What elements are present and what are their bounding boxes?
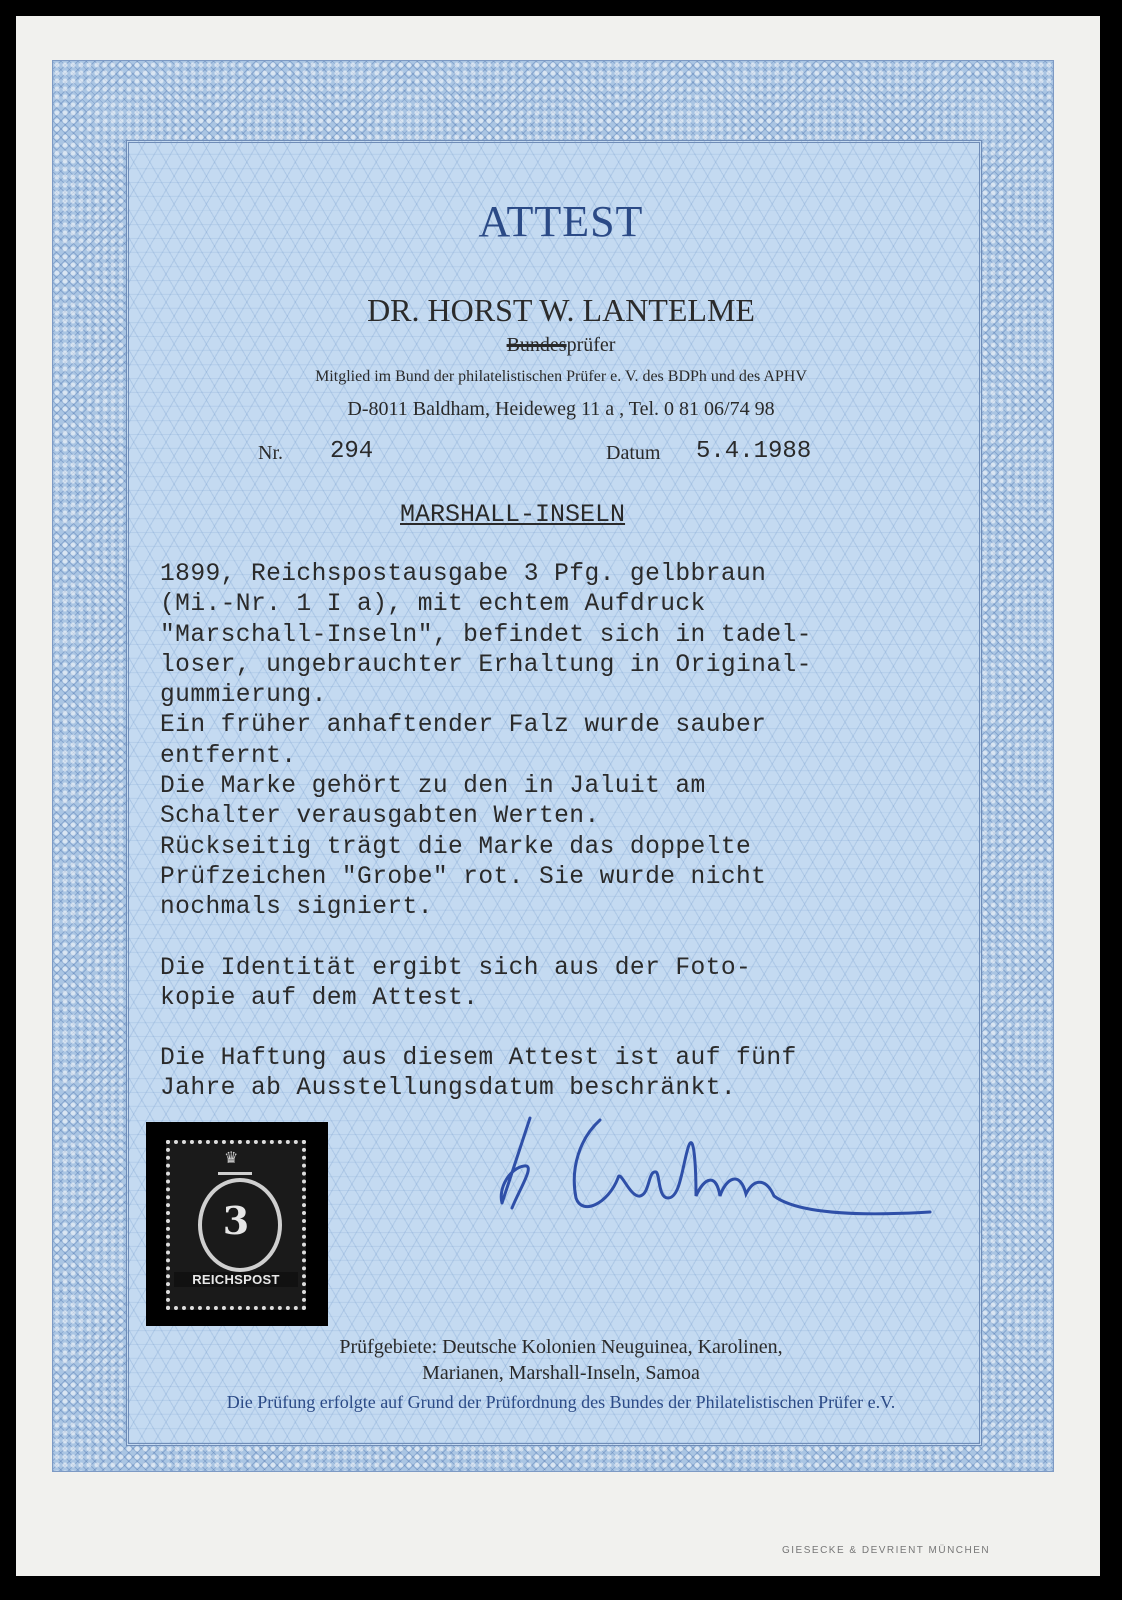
body-line: loser, ungebrauchter Erhaltung in Original-	[160, 651, 812, 679]
liability-line: Jahre ab Ausstellungsdatum beschränkt.	[160, 1075, 737, 1103]
regions-line: Marianen, Marshall-Inseln, Samoa	[422, 1362, 700, 1384]
address-line: D-8011 Baldham, Heideweg 11 a , Tel. 0 81 06/74 98	[347, 398, 775, 420]
body-line: Ein früher anhaftender Falz wurde sauber	[160, 712, 767, 740]
body-line: gummierung.	[160, 682, 327, 710]
role-struck-text: Bundes	[506, 334, 567, 356]
stamp-photo	[146, 1122, 328, 1326]
certificate-body	[160, 560, 980, 1105]
country-heading: MARSHALL-INSELN	[400, 500, 626, 529]
body-line: "Marschall-Inseln", befindet sich in tadel-	[160, 621, 812, 649]
crown-icon: ♛	[218, 1152, 252, 1175]
stamp-image	[166, 1140, 306, 1310]
certificate-date: 5.4.1988	[696, 438, 812, 465]
body-line: nochmals signiert.	[160, 894, 433, 922]
examiner-signature	[490, 1108, 950, 1238]
printer-imprint: GIESECKE & DEVRIENT MÜNCHEN	[782, 1545, 991, 1556]
body-line: Prüfzeichen "Grobe" rot. Sie wurde nicht	[160, 863, 767, 891]
examination-regions	[0, 1334, 1122, 1386]
identity-line: Die Identität ergibt sich aus der Foto-	[160, 954, 752, 982]
date-label: Datum	[606, 442, 661, 464]
certificate-title: ATTEST	[478, 197, 644, 246]
body-line: 1899, Reichspostausgabe 3 Pfg. gelbbraun	[160, 561, 767, 588]
body-line: Schalter verausgabten Werten.	[160, 803, 600, 831]
body-line: Die Marke gehört zu den in Jaluit am	[160, 773, 706, 801]
stamp-value: 3	[222, 1198, 250, 1243]
body-line: (Mi.-Nr. 1 I a), mit echtem Aufdruck	[160, 591, 706, 619]
membership-line: Mitglied im Bund der philatelistischen Prüfer e. V. des BDPh und des APHV	[315, 368, 807, 385]
regions-line: Prüfgebiete: Deutsche Kolonien Neuguinea, Karolinen,	[339, 1336, 783, 1358]
role-suffix: prüfer	[566, 334, 616, 356]
examination-rule-note: Die Prüfung erfolgte auf Grund der Prüfordnung des Bundes der Philatelistischen Prüfer e.V.	[226, 1392, 896, 1412]
certificate-number: 294	[330, 438, 374, 465]
paragraph-gap	[160, 924, 980, 954]
body-line: entfernt.	[160, 742, 297, 770]
liability-line: Die Haftung aus diesem Attest ist auf fünf	[160, 1045, 797, 1073]
stamp-inscription: REICHSPOST	[174, 1272, 298, 1287]
body-line: Rückseitig trägt die Marke das doppelte	[160, 833, 752, 861]
nr-label: Nr.	[258, 442, 283, 464]
paragraph-gap	[160, 1014, 980, 1044]
examiner-name: DR. HORST W. LANTELME	[367, 292, 755, 328]
identity-line: kopie auf dem Attest.	[160, 984, 479, 1012]
examiner-role	[0, 334, 1122, 357]
